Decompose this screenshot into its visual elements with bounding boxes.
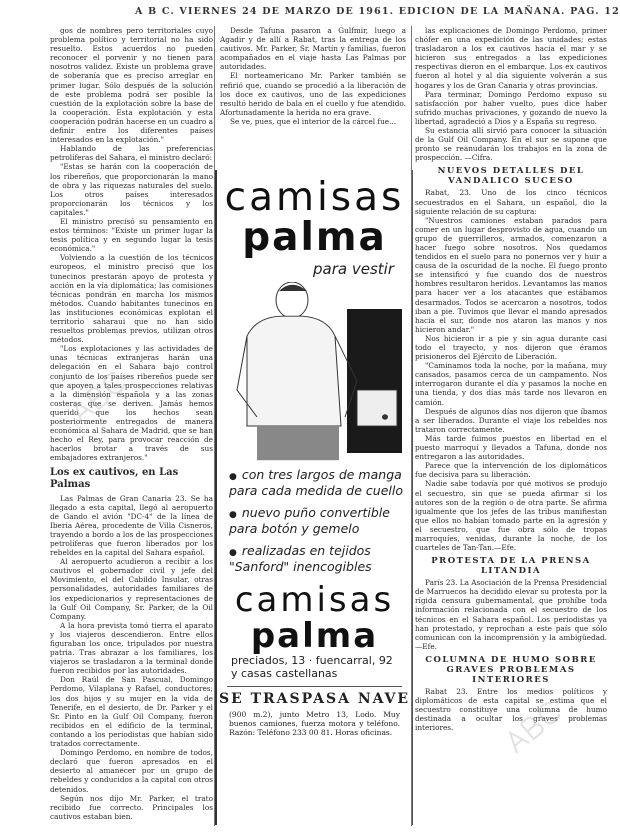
paragraph: gos de nombres pero territoriales cuyo problema político y territorial no ha sido resuelto. Estos acuerdos no pueden reconocer el porvenir y no tienen para nosotros validez. Existe un problema grave de soberanía que es preciso arreglar en primer lugar. Sólo después de la solución de este problema podrá ser posible la cuestión de la explotación sobre la base de la cooperación. Esta explotación y esta cooperación podrán hacerse en un cuadro a definir entre los diferentes países interesados en la explotación."	[50, 26, 213, 145]
ad-brand-top-1: camisas	[224, 175, 405, 220]
paragraph: Después de algunos días nos dijeron que íbamos a ser liberados. Durante el viaje los rebeldes nos trataron correctamente.	[415, 406, 607, 434]
paragraph: Más tarde fuimos puestos en libertad en el puesto marroquí y llevados a Tafuna, donde nos entregaron a las autoridades.	[415, 433, 607, 462]
headline-columna-de-humo: COLUMNA DE HUMO SOBRE GRAVES PROBLEMAS INTERIORES	[425, 654, 597, 685]
paragraph: "Caminamos toda la noche, por la mañana, muy cansados, pasamos cerca de un campamento. Nos interrogaron durante el día y pasamos la noche en una tienda, y dos días más tarde nos llevaron en camión.	[415, 361, 607, 407]
paragraph: Su estancia allí sirvió para conocer la situación de la Gulf Oil Company. En el sur se supone que pronto se reanudarán los trabajos en la zona de prospección. —Cifra.	[415, 126, 607, 163]
bullet-icon: ●	[229, 510, 237, 520]
divider	[227, 686, 402, 687]
ad-brand-bottom-2: palma	[250, 616, 379, 656]
ad-brand-bottom-1: camisas	[234, 580, 395, 620]
paragraph: Nos hicieron ir a pie y sin agua durante casi todo el trayecto, y nos dijeron que éramos prisioneros del Ejército de Liberación.	[415, 333, 607, 362]
man-in-shirt-illustration	[217, 282, 412, 462]
headline-protesta: PROTESTA DE LA PRENSA LITANDIA	[431, 556, 591, 577]
paragraph: Las Palmas de Gran Canaria 23. Se ha llegado a esta capital, llegó al aeropuerto de Gando el avión "DC-4" de la línea de Iberia Aérea, procedente de Villa Cisneros, trayendo a bordo a los de las prospecciones petrolíferas que fueron liberados por los rebeldes en la capital del Sahara español.	[50, 493, 213, 558]
paragraph: Rabat, 23. Uno de los cinco técnicos secuestrados en el Sahara, un español, dio la siguiente relación de su captura:	[415, 188, 607, 216]
paragraph: Parece que la intervención de los diplomáticos fue decisiva para su liberación.	[415, 461, 607, 480]
right-column	[415, 26, 607, 831]
paragraph: "Nuestros camiones estaban parados para comer en un lugar desprovisto de agua, cuando un grupo de guerrilleros, armados, comenzaron a hacer fuego sobre nosotros. Nos quedamos tendidos en el suelo para no ponernos ver y huir a causa de la oscuridad de la noche. El fuego pronto se intensificó y fue cuando dos de nuestros hombres resultaron heridos. Levantamos las manos para hacer ver a los atacantes que estábamos desarmados. Todos se acercaron a nosotros, todos iban a pie. Tuvimos que llevar el mando apresados hacia el sur, donde nos ataron las manos y nos hicieron andar."	[415, 215, 607, 334]
paragraph: Al aeropuerto acudieron a recibir a los cautivos el gobernador civil y jefe del Movimiento, el del Cabildo Insular, otras personalidades, autoridades familiares de los expedicionarios y representaciones de la Gulf Oil Company, Sr. Parker, de la Oil Company.	[50, 557, 213, 621]
paragraph: "Los explotaciones y las actividades de unas técnicas extranjeras harán una delegación en el Sahara bajo control conjunto de los países ribereños puede ser que apoyen a tales prospecciones relativas a la dimensión española y a las zonas costeras que se deriven. Jamás hemos querido que los hechos sean posteriormente entregados de manera económica al Sahara de Madrid, que se han hecho el Rey, para provocar reacción de hacerlos brotar a través de sus embajadores extranjeros."	[50, 344, 213, 463]
section-title: Los ex cautivos, en Las Palmas	[50, 466, 179, 490]
ad-feature: ● realizadas en tejidos "Sanford" inencogibles	[229, 543, 372, 574]
headline-nuevos-detalles: NUEVOS DETALLES DEL VANDALICO SUCESO	[437, 166, 585, 187]
ad-tagline: para vestir	[313, 260, 394, 278]
paragraph: A la hora prevista tomó tierra el aparato y los viajeros descendieron. Entre ellos figuraban los once, tripulados por nuestra patria. Tras abrazar a los familiares, los viajeros se trasladaron a la terminal donde fueron recibidos por las autoridades.	[50, 620, 213, 676]
ad-brand-bottom	[217, 582, 412, 680]
paragraph: Hablando de las preferencias petrolíferas del Sahara, el ministro declaró:	[50, 144, 213, 163]
paragraph: Rabat 23. Entre los medios políticos y diplomáticos de esta capital se estima que el secuestro constituye una columna de humo destinada a ocultar los graves problemas interiores.	[415, 686, 607, 733]
bullet-icon: ●	[229, 548, 237, 558]
classified-ad	[217, 691, 412, 737]
middle-column-text	[220, 26, 406, 166]
paragraph: Desde Tafuna pasaron a Gulfmir, luego a Agadir y de allí a Rabat, tras la entrega de los cautivos. Mr. Parker, Sr. Martín y familias, fueron acompañados en el viaje hasta Las Palmas por autoridades.	[220, 26, 406, 72]
shirt-advertisement	[215, 170, 413, 825]
left-column	[50, 26, 213, 831]
paragraph: Se ve, pues, que el interior de la cárcel fue...	[230, 116, 397, 126]
paragraph: Según nos dijo Mr. Parker, el trato recibido fue correcto. Principales los cautivos estaban bien.	[50, 793, 213, 821]
classified-body: (900 m.2), junto Metro 13, Lodo. Muy buenos camiones, fuerza motora y teléfono. Razón: Teléfono 233 00 81. Horas oficinas.	[229, 710, 400, 737]
paragraph: Volviendo a la cuestión de los técnicos europeos, el ministro precisó que los tunecinos prestarán apoyo de protesta y acción en la vía diplomática; las comisiones técnicas pondrán en marcha los mismos métodos. Cuando habitantes tunecinos en las instituciones económicas explotan el territorio saharaui que no han sido resueltos problemas previos, utilizan otros métodos.	[50, 253, 213, 345]
classified-title: SE TRASPASA NAVE	[218, 691, 411, 707]
ad-brand-top-2: palma	[242, 215, 387, 260]
paragraph: El ministro precisó su pensamiento en estos términos: "Existe un primer lugar la tesis política y en segundo lugar la tesis económica."	[50, 216, 213, 254]
paragraph: Domingo Perdomo, en nombre de todos, declaró que fueron apresados en el desierto al amanecer por un grupo de rebeldes y conducidos a la capital con otros detenidos.	[50, 748, 213, 794]
paragraph: Nadie sabe todavía por qué motivos se produjo el secuestro, sin que se pueda afirmar si los autores son de la región o de otra parte. Se afirma igualmente que los jefes de las tribus manifiestan que ellos no habían tomado parte en la agresión y el secuestro, que fue obra sólo de tropas marroquíes, venidas, durante la noche, de los cuarteles de Tan-Tan.—Efe.	[415, 479, 607, 553]
paragraph: El norteamericano Mr. Parker también se refirió que, cuando se procedió a la liberación de los doce ex cautivos, uno de las expediciones resultó herido de bala en el cuello y fue atendido. Afortunadamente la herida no era grave.	[220, 71, 406, 117]
paragraph: Don Raúl de San Pascual, Domingo Perdomo, Vilaplana y Rafael, conductores; los dos hijos y su mujer en la vida de Tenerife, en el desierto, de Dr. Parker y el Sr. Pinto en la Gulf Oil Company, fueron recibidos en el edificio de la terminal, contando a los periodistas que habían sido tratados correctamente.	[50, 675, 213, 749]
ad-features	[217, 462, 412, 582]
bullet-icon: ●	[229, 472, 237, 482]
paragraph: Para terminar, Domingo Perdomo expuso su satisfacción por haber vuelto, pues dice haber sufrido muchas privaciones, y gozando de nuevo la libertad, agradeció a Dios y a España su regreso.	[415, 89, 607, 126]
paragraph: "Estas se harán con la cooperación de los ribereños, que proporcionarán la mano de obra y las riquezas naturales del suelo. Los otros países interesados proporcionarán los técnicos y los capitales."	[50, 162, 213, 217]
paragraph: las explicaciones de Domingo Perdomo, primer chófer en una expedición de las unidades; estas trasladaron a los ex cautivos hacia el mar y se hicieron sus entregados a las expediciones respectivas dieron en el embarque. Los ex cautivos fueron al hotel y al día siguiente volverán a sus hogares y los de Gran Canaria y otras provincias.	[415, 26, 607, 90]
page-header: A B C. VIERNES 24 DE MARZO DE 1961. EDICION DE LA MAÑANA. PAG. 12	[135, 6, 620, 17]
paragraph: París 23. La Asociación de la Prensa Presidencial de Marruecos ha decidido elevar su protesta por la rígida censura gubernamental, que prohíbe toda información relacionada con el secuestro de los técnicos en el Sahara español. Los periodistas ya han protestado, y reprochan a este país que sólo comunican con la incomprensión y la ambigüedad. —Efe.	[415, 578, 607, 651]
ad-address-2: y casas castellanas	[231, 667, 338, 680]
ad-address-1: preciados, 13 · fuencarral, 92	[231, 654, 393, 667]
ad-feature: ● nuevo puño convertible para botón y gemelo	[229, 505, 390, 536]
ad-feature: ● con tres largos de manga para cada medida de cuello	[229, 467, 403, 498]
